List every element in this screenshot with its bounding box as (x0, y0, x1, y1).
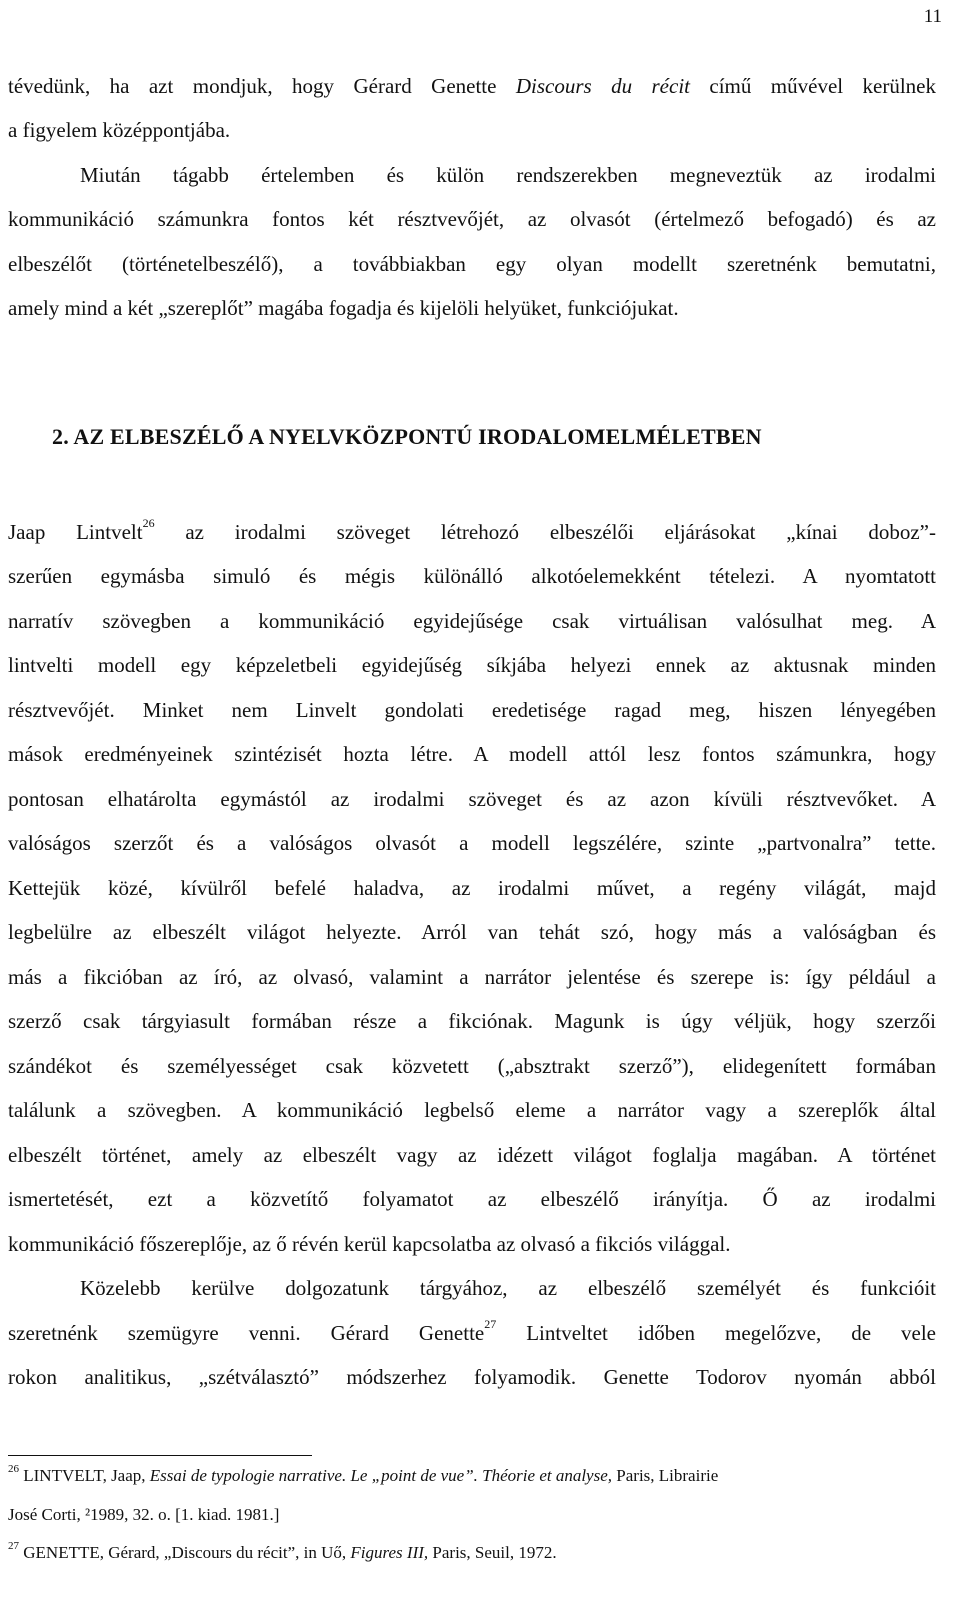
text-span: tévedünk, ha azt mondjuk, hogy Gérard Genette (8, 74, 516, 98)
text-line: amely mind a két „szereplőt” magába fogadja és kijelöli helyüket, funkciójukat. (8, 296, 679, 320)
work-title: Discours du récit (515, 74, 690, 98)
footnote-ref: 27 (484, 1317, 497, 1331)
text-line: elbeszélt történet, amely az elbeszélt vagy az idézett világot foglalja magában. A történet (8, 1143, 936, 1167)
footnote-26-cont: José Corti, ²1989, 32. o. [1. kiad. 1981.] (8, 1505, 280, 1524)
footnote-divider (8, 1455, 312, 1456)
footnote-number: 26 (8, 1463, 19, 1475)
text-line: kommunikáció főszereplője, az ő révén kerül kapcsolatba az olvasó a fikciós világgal. (8, 1232, 731, 1256)
text-line (8, 1317, 937, 1346)
text-line: valóságos szerzőt és a valóságos olvasót a modell legszélére, szinte „partvonalra” tette. (8, 831, 936, 855)
footnote-26 (8, 1463, 936, 1486)
text-line: Miután tágabb értelemben és külön rendszerekben megneveztük az irodalmi (80, 163, 936, 187)
text-span: szeretnénk szemügyre venni. Gérard Genette (8, 1321, 485, 1345)
page-number: 11 (923, 6, 942, 27)
text-line: más a fikcióban az író, az olvasó, valamint a narrátor jelentése és szerepe is: így például a (8, 965, 936, 989)
text-span: GENETTE, Gérard, „Discours du récit”, in Uő, (19, 1543, 351, 1562)
work-title: Figures III, (350, 1543, 429, 1562)
text-line: résztvevőjét. Minket nem Linvelt gondolati eredetisége ragad meg, hiszen lényegében (8, 698, 936, 722)
text-line: Kettejük közé, kívülről befelé haladva, az irodalmi művet, a regény világát, majd (8, 876, 936, 900)
text-span: Jaap Lintvelt (8, 520, 143, 544)
text-line: kommunikáció számunkra fontos két résztvevőjét, az olvasót (értelmező befogadó) és az (8, 207, 936, 231)
text-line: a figyelem középpontjába. (8, 118, 231, 142)
work-title: Essai de typologie narrative. Le „point de vue”. Théorie et analyse, (149, 1466, 613, 1485)
text-line: ismertetését, ezt a közvetítő folyamatot az elbeszélő irányítja. Ő az irodalmi (8, 1187, 936, 1211)
text-span: Paris, Librairie (612, 1466, 719, 1485)
text-line (8, 74, 936, 99)
section-heading: 2. AZ ELBESZÉLŐ A NYELVKÖZPONTÚ IRODALOMELMÉLETBEN (52, 424, 762, 449)
footnote-27 (8, 1540, 936, 1563)
text-line: mások eredményeinek szintézisét hozta létre. A modell attól lesz fontos számunkra, hogy (8, 742, 936, 766)
text-line: szerűen egymásba simuló és mégis különálló alkotóelemekként tételezi. A nyomtatott (8, 564, 936, 588)
text-line: elbeszélőt (történetelbeszélő), a továbbiakban egy olyan modellt szeretnénk bemutatni, (8, 252, 936, 276)
text-line: szerző csak tárgyiasult formában része a fikciónak. Magunk is úgy véljük, hogy szerzői (8, 1009, 936, 1033)
text-span: Lintveltet időben megelőzve, de vele (496, 1321, 937, 1345)
footnote-ref: 26 (142, 516, 155, 530)
text-span: Paris, Seuil, 1972. (428, 1543, 557, 1562)
text-line: Közelebb kerülve dolgozatunk tárgyához, az elbeszélő személyét és funkcióit (80, 1276, 936, 1300)
text-line: szándékot és személyességet csak közvetett („absztrakt szerző”), elidegenített formában (8, 1054, 936, 1078)
text-line: lintvelti modell egy képzeletbeli egyidejűség síkjába helyezi ennek az aktusnak minden (8, 653, 936, 677)
text-line: találunk a szövegben. A kommunikáció legbelső eleme a narrátor vagy a szereplők által (8, 1098, 936, 1122)
text-line (8, 516, 936, 545)
text-line: rokon analitikus, „szétválasztó” módszerhez folyamodik. Genette Todorov nyomán abból (8, 1365, 936, 1389)
text-line: pontosan elhatárolta egymástól az irodalmi szöveget és az azon kívüli résztvevőket. A (8, 787, 936, 811)
text-line: legbelülre az elbeszélt világot helyezte. Arról van tehát szó, hogy más a valóságban és (8, 920, 936, 944)
footnote-number: 27 (8, 1540, 19, 1552)
text-line: narratív szövegben a kommunikáció egyidejűsége csak virtuálisan valósulhat meg. A (8, 609, 936, 633)
text-span: LINTVELT, Jaap, (19, 1466, 150, 1485)
text-span: című művével kerülnek (690, 74, 936, 98)
text-span: az irodalmi szöveget létrehozó elbeszélői eljárásokat „kínai doboz”- (154, 520, 936, 544)
